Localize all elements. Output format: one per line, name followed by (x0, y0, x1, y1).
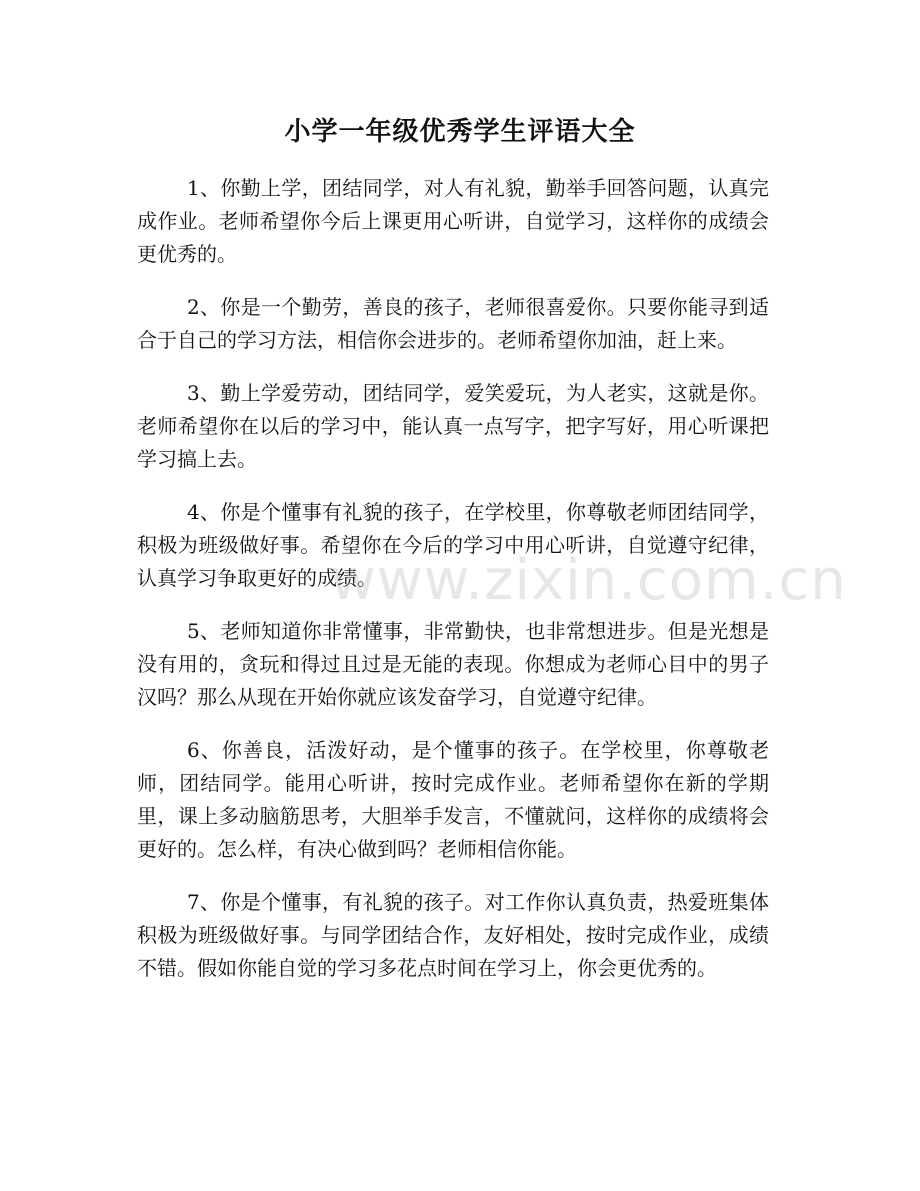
document-body (137, 172, 769, 1005)
paragraph-5: 5、老师知道你非常懂事，非常勤快，也非常想进步。但是光想是没有用的，贪玩和得过且过是无能的表现。你想成为老师心目中的男子汉吗？那么从现在开始你就应该发奋学习，自觉遵守纪律。 (137, 619, 769, 709)
paragraph-2: 2、你是一个勤劳，善良的孩子，老师很喜爱你。只要你能寻到适合于自己的学习方法，相信你会进步的。老师希望你加油，赶上来。 (137, 295, 769, 352)
paragraph-6: 6、你善良，活泼好动，是个懂事的孩子。在学校里，你尊敬老师，团结同学。能用心听讲，按时完成作业。老师希望你在新的学期里，课上多动脑筋思考，大胆举手发言，不懂就问，这样你的成绩将会更好的。怎么样，有决心做到吗？老师相信你能。 (137, 738, 769, 861)
paragraph-4: 4、你是个懂事有礼貌的孩子，在学校里，你尊敬老师团结同学，积极为班级做好事。希望你在今后的学习中用心听讲，自觉遵守纪律，认真学习争取更好的成绩。 (137, 500, 769, 590)
document-title: 小学一年级优秀学生评语大全 (284, 117, 636, 147)
paragraph-1: 1、你勤上学，团结同学，对人有礼貌，勤举手回答问题，认真完成作业。老师希望你今后上课更用心听讲，自觉学习，这样你的成绩会更优秀的。 (137, 176, 769, 266)
paragraph-3: 3、勤上学爱劳动，团结同学，爱笑爱玩，为人老实，这就是你。老师希望你在以后的学习中，能认真一点写字，把字写好，用心听课把学习搞上去。 (137, 381, 769, 471)
paragraph-7: 7、你是个懂事，有礼貌的孩子。对工作你认真负责，热爱班集体积极为班级做好事。与同学团结合作，友好相处，按时完成作业，成绩不错。假如你能自觉的学习多花点时间在学习上，你会更优秀的。 (137, 890, 769, 980)
watermark: www.zixin.com.cn (330, 548, 847, 613)
